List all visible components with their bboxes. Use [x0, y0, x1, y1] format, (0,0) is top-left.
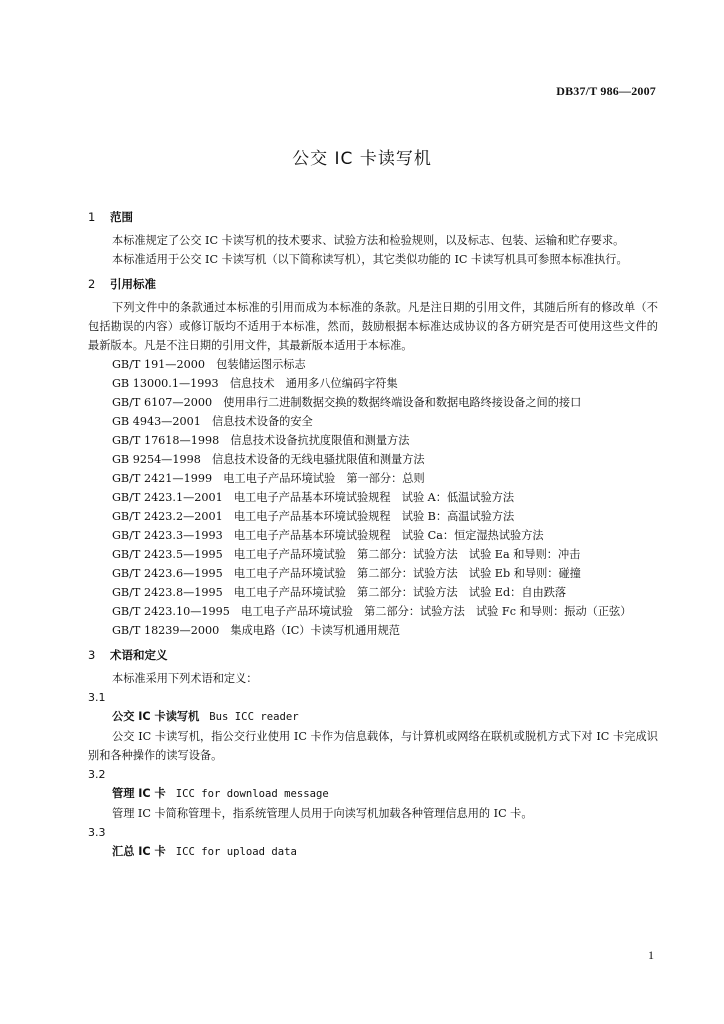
document-body	[88, 208, 658, 862]
term-number: 3.3	[88, 826, 106, 839]
term-name-en: ICC for upload data	[175, 846, 297, 858]
term-name-en: ICC for download message	[175, 788, 329, 800]
reference-item: GB/T 2423.1—2001 电工电子产品基本环境试验规程 试验 A：低温试验方法	[112, 491, 515, 504]
section-heading-terms: 3 术语和定义	[88, 648, 168, 662]
reference-list	[88, 355, 658, 640]
reference-item: GB/T 2423.8—1995 电工电子产品环境试验 第二部分：试验方法 试验 Ed：自由跌落	[112, 586, 567, 599]
scope-paragraph: 本标准适用于公交 IC 卡读写机（以下简称读写机），其它类似功能的 IC 卡读写机具可参照本标准执行。	[112, 253, 628, 266]
reference-item: GB 4943—2001 信息技术设备的安全	[112, 415, 313, 428]
scope-paragraph: 本标准规定了公交 IC 卡读写机的技术要求、试验方法和检验规则，以及标志、包装、运输和贮存要求。	[112, 234, 625, 247]
term-name	[88, 784, 658, 804]
reference-item: GB/T 2423.10—1995 电工电子产品环境试验 第二部分：试验方法 试验 Fc 和导则：振动（正弦）	[112, 605, 632, 618]
page-number: 1	[648, 948, 654, 962]
term-definition: 公交 IC 卡读写机，指公交行业使用 IC 卡作为信息载体，与计算机或网络在联机或脱机方式下对 IC 卡完成识别和各种操作的读写设备。	[88, 730, 658, 762]
reference-item: GB 9254—1998 信息技术设备的无线电骚扰限值和测量方法	[112, 453, 425, 466]
reference-item: GB 13000.1—1993 信息技术 通用多八位编码字符集	[112, 377, 398, 390]
refs-intro-paragraph: 下列文件中的条款通过本标准的引用而成为本标准的条款。凡是注日期的引用文件，其随后所有的修改单（不包括勘误的内容）或修订版均不适用于本标准，然而，鼓励根据本标准达成协议的各方研究是否可使用这些文件的最新版本。凡是不注日期的引用文件，其最新版本适用于本标准。	[88, 301, 658, 352]
term-number: 3.2	[88, 768, 106, 781]
term-name-cn: 汇总 IC 卡	[112, 845, 166, 858]
reference-item: GB/T 6107—2000 使用串行二进制数据交换的数据终端设备和数据电路终接设备之间的接口	[112, 396, 582, 409]
section-heading-refs: 2 引用标准	[88, 277, 156, 291]
reference-item: GB/T 17618—1998 信息技术设备抗扰度限值和测量方法	[112, 434, 410, 447]
terms-intro-paragraph: 本标准采用下列术语和定义：	[112, 672, 258, 685]
reference-item: GB/T 2423.2—2001 电工电子产品基本环境试验规程 试验 B：高温试验方法	[112, 510, 515, 523]
term-name-cn: 公交 IC 卡读写机	[112, 710, 200, 723]
term-name-cn: 管理 IC 卡	[112, 787, 166, 800]
standard-code: DB37/T 986—2007	[556, 84, 656, 98]
term-name	[88, 707, 658, 727]
term-definition: 管理 IC 卡简称管理卡，指系统管理人员用于向读写机加载各种管理信息用的 IC 卡。	[112, 807, 533, 820]
reference-item: GB/T 2421—1999 电工电子产品环境试验 第一部分：总则	[112, 472, 425, 485]
reference-item: GB/T 2423.3—1993 电工电子产品基本环境试验规程 试验 Ca：恒定湿热试验方法	[112, 529, 544, 542]
term-number: 3.1	[88, 691, 106, 704]
reference-item: GB/T 2423.6—1995 电工电子产品环境试验 第二部分：试验方法 试验 Eb 和导则：碰撞	[112, 567, 581, 580]
term-name-en: Bus ICC reader	[209, 711, 299, 723]
reference-item: GB/T 2423.5—1995 电工电子产品环境试验 第二部分：试验方法 试验 Ea 和导则：冲击	[112, 548, 581, 561]
document-title: 公交 IC 卡读写机	[292, 149, 432, 169]
term-name	[88, 842, 658, 862]
reference-item: GB/T 18239—2000 集成电路（IC）卡读写机通用规范	[112, 624, 400, 637]
reference-item: GB/T 191—2000 包装储运图示标志	[112, 358, 306, 371]
section-heading-scope: 1 范围	[88, 210, 133, 224]
